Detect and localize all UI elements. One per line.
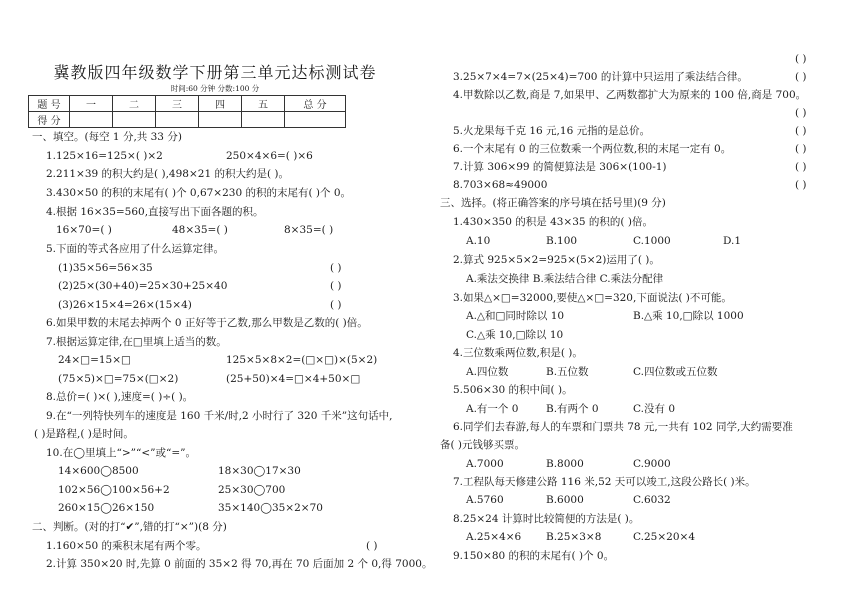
question-6: 6.如果甲数的末尾去掉两个 0 正好等于乙数,那么甲数是乙数的( )倍。 bbox=[46, 317, 368, 329]
choice-6-line-1: 6.同学们去春游,每人的车票和门票共 78 元,一共有 102 同学,大约需要准 bbox=[453, 421, 793, 433]
question-10c: 102×56◯100×56+2 bbox=[58, 484, 170, 496]
choice-4-option-b: B.五位数 bbox=[546, 366, 589, 378]
question-10d: 25×30◯700 bbox=[218, 484, 286, 496]
score-header-cell: 四 bbox=[199, 96, 242, 112]
question-7: 7.根据运算定律,在□里填上适当的数。 bbox=[46, 336, 227, 348]
question-7b: 125×5×8×2=(□×□)×(5×2) bbox=[226, 354, 378, 366]
question-4: 4.根据 16×35=560,直接写出下面各题的积。 bbox=[46, 206, 264, 218]
question-7c: (75×5)×□=75×(□×2) bbox=[58, 373, 179, 385]
question-3: 3.430×50 的积的末尾有( )个 0,67×230 的积的末尾有( )个 0。 bbox=[46, 187, 352, 199]
choice-6-line-2: 备( )元钱够买票。 bbox=[440, 439, 526, 451]
judge-5: 5.火龙果每千克 16 元,16 元指的是总价。 bbox=[453, 125, 651, 137]
choice-7: 7.工程队每天修建公路 116 米,52 天可以竣工,这段公路长( )米。 bbox=[453, 476, 756, 488]
score-header-cell: 五 bbox=[242, 96, 285, 112]
judge-6: 6.一个末尾有 0 的三位数乘一个两位数,积的末尾一定有 0。 bbox=[453, 143, 732, 155]
choice-8-option-c: C.25×20×4 bbox=[633, 531, 695, 543]
exam-title: 冀教版四年级数学下册第三单元达标测试卷 bbox=[53, 63, 377, 82]
answer-blank[interactable]: ( ) bbox=[795, 143, 807, 155]
judge-3: 3.25×7×4=7×(25×4)=700 的计算中只运用了乘法结合律。 bbox=[453, 71, 748, 83]
score-table-score-row bbox=[29, 112, 346, 128]
question-5: 5.下面的等式各应用了什么运算定律。 bbox=[46, 243, 225, 255]
score-header-cell: 二 bbox=[113, 96, 156, 112]
question-2: 2.211×39 的积大约是( ),498×21 的积大约是( )。 bbox=[46, 168, 289, 180]
choice-8-option-b: B.25×3×8 bbox=[546, 531, 602, 543]
choice-3-option-b: B.△乘 10,□除以 1000 bbox=[633, 310, 744, 322]
exam-subtitle: 时间:60 分钟 分数:100 分 bbox=[170, 84, 260, 93]
choice-3-option-c: C.△乘 10,□除以 10 bbox=[466, 329, 564, 341]
choice-5-option-b: B.有两个 0 bbox=[546, 403, 599, 415]
choice-8: 8.25×24 计算时比较简便的方法是( )。 bbox=[453, 513, 640, 525]
answer-blank[interactable]: ( ) bbox=[366, 540, 378, 552]
choice-7-option-c: C.6032 bbox=[633, 494, 671, 506]
score-header-cell: 一 bbox=[70, 96, 113, 112]
choice-7-option-b: B.6000 bbox=[546, 494, 584, 506]
answer-blank[interactable]: ( ) bbox=[795, 179, 807, 191]
choice-2-options: A.乘法交换律 B.乘法结合律 C.乘法分配律 bbox=[466, 273, 664, 285]
judge-2: 2.计算 350×20 时,先算 0 前面的 35×2 得 70,再在 70 后面加 2 个 0,得 7000。 bbox=[46, 558, 433, 570]
choice-5: 5.506×30 的积中间( )。 bbox=[453, 384, 573, 396]
answer-blank[interactable]: ( ) bbox=[795, 71, 807, 83]
judge-1: 1.160×50 的乘积末尾有两个零。 bbox=[46, 540, 207, 552]
answer-blank[interactable]: ( ) bbox=[795, 107, 807, 119]
question-1b: 250×4×6=( )×6 bbox=[226, 150, 313, 162]
choice-9: 9.150×80 的积的末尾有( )个 0。 bbox=[453, 550, 615, 562]
choice-3-option-a: A.△和□同时除以 10 bbox=[466, 310, 565, 322]
question-9-line-1: 9.在“一列特快列车的速度是 160 千米/时,2 小时行了 320 千米”这句话中, bbox=[46, 410, 393, 422]
score-row-label: 得 分 bbox=[29, 112, 70, 128]
choice-8-option-a: A.25×4×6 bbox=[466, 531, 522, 543]
section-choice-heading: 三、选择。(将正确答案的序号填在括号里)(9 分) bbox=[440, 197, 666, 209]
choice-4-option-c: C.四位数或五位数 bbox=[633, 366, 718, 378]
score-cell[interactable] bbox=[285, 112, 346, 128]
choice-4-option-a: A.四位数 bbox=[466, 366, 509, 378]
choice-1-option-a: A.10 bbox=[466, 235, 491, 247]
question-4b: 48×35=( ) bbox=[172, 224, 228, 236]
question-10e: 260×15◯26×150 bbox=[58, 502, 155, 514]
section-fill-in-heading: 一、填空。(每空 1 分,共 33 分) bbox=[32, 131, 182, 143]
question-10: 10.在◯里填上“>”“<”或“=”。 bbox=[46, 447, 197, 459]
choice-1-option-d: D.1 bbox=[723, 235, 742, 247]
choice-5-option-a: A.有一个 0 bbox=[466, 403, 519, 415]
question-5-item-2: (2)25×(30+40)=25×30+25×40 bbox=[58, 280, 228, 292]
answer-blank[interactable]: ( ) bbox=[795, 53, 807, 65]
score-header-cell: 题 号 bbox=[29, 96, 70, 112]
choice-1-option-b: B.100 bbox=[546, 235, 578, 247]
question-1a: 1.125×16=125×( )×2 bbox=[46, 150, 163, 162]
question-10a: 14×600◯8500 bbox=[58, 465, 139, 477]
score-cell[interactable] bbox=[199, 112, 242, 128]
score-table-header-row bbox=[29, 96, 346, 112]
question-7a: 24×□=15×□ bbox=[58, 354, 131, 366]
choice-7-option-a: A.5760 bbox=[466, 494, 504, 506]
choice-1: 1.430×350 的积是 43×35 的积的( )倍。 bbox=[453, 216, 653, 228]
answer-blank[interactable]: ( ) bbox=[330, 299, 342, 311]
question-4c: 8×35=( ) bbox=[284, 224, 334, 236]
score-header-cell: 总 分 bbox=[285, 96, 346, 112]
choice-2: 2.算式 925×5×2=925×(5×2)运用了( )。 bbox=[453, 254, 660, 266]
choice-6-option-b: B.8000 bbox=[546, 458, 584, 470]
section-judge-heading: 二、判断。(对的打“✔”,错的打“×”)(8 分) bbox=[32, 521, 227, 533]
judge-4: 4.甲数除以乙数,商是 7,如果甲、乙两数都扩大为原来的 100 倍,商是 700。 bbox=[453, 89, 807, 101]
choice-4: 4.三位数乘两位数,积是( )。 bbox=[453, 347, 583, 359]
score-cell[interactable] bbox=[113, 112, 156, 128]
answer-blank[interactable]: ( ) bbox=[330, 280, 342, 292]
judge-7: 7.计算 306×99 的简便算法是 306×(100-1) bbox=[453, 161, 667, 173]
choice-1-option-c: C.1000 bbox=[633, 235, 671, 247]
score-cell[interactable] bbox=[156, 112, 199, 128]
score-cell[interactable] bbox=[242, 112, 285, 128]
choice-5-option-c: C.没有 0 bbox=[633, 403, 676, 415]
judge-8: 8.703×68≈49000 bbox=[453, 179, 548, 191]
question-10f: 35×140◯35×2×70 bbox=[218, 502, 323, 514]
question-5-item-1: (1)35×56=56×35 bbox=[58, 262, 153, 274]
choice-6-option-c: C.9000 bbox=[633, 458, 671, 470]
question-8: 8.总价=( )×( ),速度=( )÷( )。 bbox=[46, 391, 194, 403]
question-5-item-3: (3)26×15×4=26×(15×4) bbox=[58, 299, 192, 311]
answer-blank[interactable]: ( ) bbox=[795, 125, 807, 137]
score-table bbox=[28, 95, 346, 128]
answer-blank[interactable]: ( ) bbox=[795, 161, 807, 173]
choice-3: 3.如果△×□=32000,要使△×□=320,下面说法( )不可能。 bbox=[453, 292, 732, 304]
question-9-line-2: ( )是路程,( )是时间。 bbox=[34, 428, 134, 440]
score-cell[interactable] bbox=[70, 112, 113, 128]
question-7d: (25+50)×4=□×4+50×□ bbox=[226, 373, 361, 385]
question-4a: 16×70=( ) bbox=[56, 224, 112, 236]
score-header-cell: 三 bbox=[156, 96, 199, 112]
question-10b: 18×30◯17×30 bbox=[218, 465, 301, 477]
choice-6-option-a: A.7000 bbox=[466, 458, 504, 470]
answer-blank[interactable]: ( ) bbox=[330, 262, 342, 274]
